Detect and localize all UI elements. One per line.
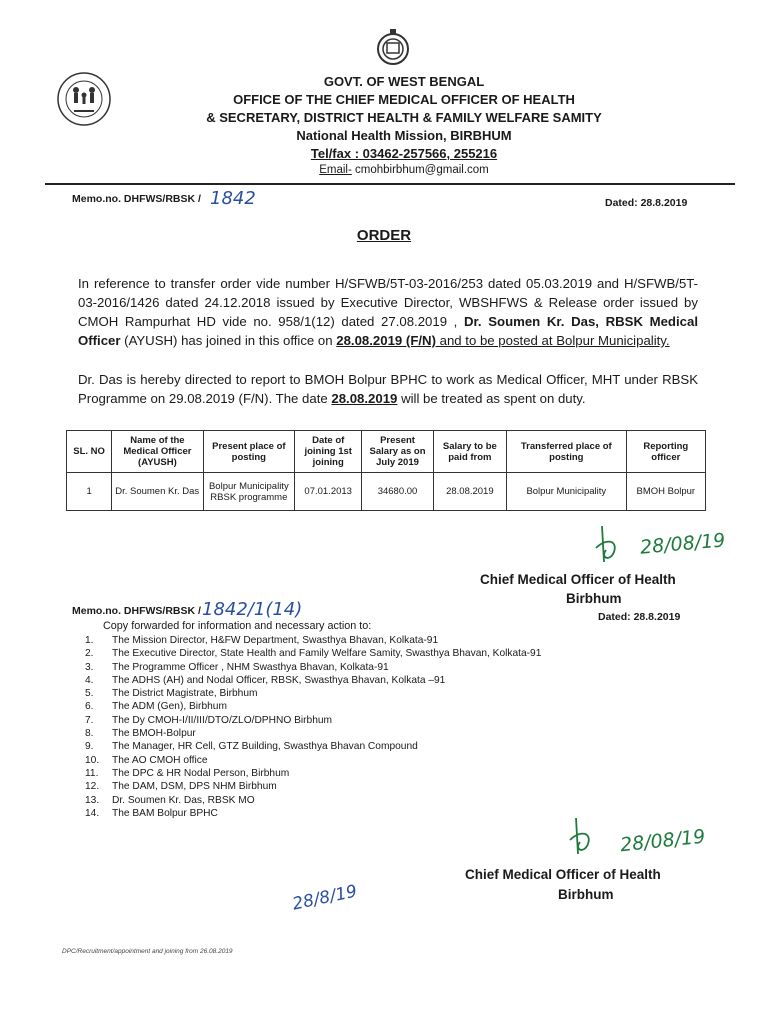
- header-office-line: OFFICE OF THE CHIEF MEDICAL OFFICER OF HEALTH: [233, 92, 575, 107]
- signature-1-title: Chief Medical Officer of Health: [480, 572, 676, 587]
- list-item: [85, 807, 605, 820]
- memo-date: Dated: 28.8.2019: [605, 197, 688, 209]
- list-item-text: The DPC & HR Nodal Person, Birbhum: [112, 767, 290, 779]
- list-item: [85, 634, 605, 647]
- col-header-joining-date: Date of joining 1st joining: [295, 431, 362, 473]
- initial-mark-handwritten: 28/8/19: [290, 881, 359, 915]
- cell-joining-date: 07.01.2013: [295, 473, 362, 511]
- posting-table: [66, 430, 706, 511]
- state-emblem-icon: [370, 26, 416, 68]
- memo-2-label: Memo.no. DHFWS/RBSK /: [72, 605, 201, 617]
- list-item-number: 6.: [85, 701, 94, 713]
- signature-2-title: Chief Medical Officer of Health: [465, 867, 661, 882]
- list-item: [85, 780, 605, 793]
- signature-1-date: 28/08/19: [639, 529, 727, 559]
- list-item: [85, 674, 605, 687]
- list-item-text: Dr. Soumen Kr. Das, RBSK MO: [112, 794, 255, 806]
- list-item-text: The Executive Director, State Health and Family Welfare Samity, Swasthya Bhavan, Kolkata-91: [112, 648, 542, 660]
- list-item: [85, 700, 605, 713]
- col-header-salary: Present Salary as on July 2019: [362, 431, 433, 473]
- table-row: [67, 473, 706, 511]
- list-item-text: The Programme Officer , NHM Swasthya Bhavan, Kolkata-91: [112, 661, 389, 673]
- p1-joining-date: 28.08.2019 (F/N): [336, 333, 436, 348]
- signature-2-place: Birbhum: [558, 887, 614, 902]
- list-item: [85, 661, 605, 674]
- list-item-text: The District Magistrate, Birbhum: [112, 688, 258, 700]
- list-item-number: 8.: [85, 728, 94, 740]
- col-header-sl: SL. NO: [67, 431, 112, 473]
- memo-2-number-handwritten: 1842/1(14): [202, 599, 303, 620]
- list-item: [85, 727, 605, 740]
- memo-label: Memo.no. DHFWS/RBSK /: [72, 193, 201, 205]
- cell-name: Dr. Soumen Kr. Das: [112, 473, 203, 511]
- p1-text-c: and to be posted at Bolpur Municipality.: [435, 333, 670, 348]
- p2-text-a: Dr. Das is hereby directed to report to BMOH Bolpur BPHC to work as Medical Officer, MHT under RBSK Programme on 29.08.2019 (F/N). The date: [78, 372, 698, 406]
- list-item: [85, 754, 605, 767]
- memo-line: [72, 193, 201, 205]
- signature-2-date: 28/08/19: [619, 825, 707, 857]
- memo-2-date: Dated: 28.8.2019: [598, 611, 681, 623]
- header-secretary-line: & SECRETARY, DISTRICT HEALTH & FAMILY WELFARE SAMITY: [206, 110, 602, 125]
- p1-officer-name: Dr. Soumen Kr. Das, RBSK Medical Officer: [78, 314, 698, 348]
- email-link[interactable]: cmohbirbhum@gmail.com: [355, 164, 489, 176]
- cell-sl: 1: [67, 473, 112, 511]
- list-item-text: The ADM (Gen), Birbhum: [112, 701, 227, 713]
- list-item-number: 7.: [85, 714, 94, 726]
- header-govt-line: GOVT. OF WEST BENGAL: [323, 74, 485, 89]
- order-paragraph-1: [78, 274, 698, 350]
- col-header-salary-paid-from: Salary to be paid from: [433, 431, 506, 473]
- col-header-present-posting: Present place of posting: [203, 431, 294, 473]
- list-item-number: 11.: [85, 767, 99, 779]
- header-nhm-line: National Health Mission, BIRBHUM: [296, 128, 512, 143]
- list-item-text: The DAM, DSM, DPS NHM Birbhum: [112, 781, 277, 793]
- p1-text-a: In reference to transfer order vide number H/SFWB/5T-03-2016/253 dated 05.03.2019 and H/SFWB/5T-03-2016/1426 dated 24.12.2018 issued by Executive Director, WBSHFWS & Release order issued by CMOH Rampurhat HD vide no. 958/1(12) dated 27.08.2019 ,: [78, 276, 698, 329]
- list-item-text: The BAM Bolpur BPHC: [112, 807, 218, 819]
- cell-transferred-place: Bolpur Municipality: [507, 473, 627, 511]
- list-item-number: 9.: [85, 741, 94, 753]
- list-item: [85, 740, 605, 753]
- footer-file-path: DPC/Recruitment/appointment and joining from 26.08.2019: [62, 948, 233, 955]
- signature-2-scribble: [566, 812, 626, 862]
- cell-salary: 34680.00: [362, 473, 433, 511]
- header-email-row: [0, 164, 768, 176]
- list-item: [85, 767, 605, 780]
- p2-date: 28.08.2019: [331, 391, 398, 406]
- header-telfax: Tel/fax : 03462-257566, 255216: [310, 146, 498, 161]
- list-item-text: The Mission Director, H&FW Department, Swasthya Bhavan, Kolkata-91: [112, 635, 439, 646]
- copy-to-list: [85, 634, 605, 820]
- col-header-name: Name of the Medical Officer (AYUSH): [112, 431, 203, 473]
- list-item-text: The ADHS (AH) and Nodal Officer, RBSK, Swasthya Bhavan, Kolkata –91: [112, 674, 446, 686]
- list-item-number: 5.: [85, 688, 94, 700]
- order-paragraph-2: [78, 370, 698, 408]
- list-item: [85, 647, 605, 660]
- p2-text-b: will be treated as spent on duty.: [397, 391, 586, 406]
- list-item-number: 10.: [85, 754, 100, 766]
- header-divider: [45, 183, 735, 185]
- order-title: ORDER: [356, 227, 412, 244]
- list-item-text: The AO CMOH office: [112, 754, 208, 766]
- list-item: [85, 794, 605, 807]
- list-item-number: 1.: [85, 635, 94, 646]
- list-item-number: 2.: [85, 648, 94, 660]
- copy-forwarded-intro: Copy forwarded for information and necessary action to:: [103, 620, 372, 632]
- signature-1-place: Birbhum: [566, 591, 622, 606]
- list-item-number: 12.: [85, 781, 100, 793]
- table-header-row: [67, 431, 706, 473]
- list-item: [85, 687, 605, 700]
- list-item-text: The Manager, HR Cell, GTZ Building, Swasthya Bhavan Compound: [112, 741, 418, 753]
- cell-reporting-officer: BMOH Bolpur: [626, 473, 705, 511]
- list-item-number: 14.: [85, 807, 100, 819]
- cell-present-posting: Bolpur Municipality RBSK programme: [203, 473, 294, 511]
- memo-number-handwritten: 1842: [210, 188, 256, 209]
- list-item-number: 4.: [85, 674, 94, 686]
- list-item-text: The Dy CMOH-I/II/III/DTO/ZLO/DPHNO Birbhum: [112, 714, 333, 726]
- list-item: [85, 714, 605, 727]
- p1-text-b: (AYUSH) has joined in this office on: [120, 333, 337, 348]
- email-label: Email-: [319, 164, 352, 176]
- list-item-text: The BMOH-Bolpur: [112, 728, 196, 740]
- col-header-reporting-officer: Reporting officer: [626, 431, 705, 473]
- cell-salary-paid-from: 28.08.2019: [433, 473, 506, 511]
- col-header-transferred-place: Transferred place of posting: [507, 431, 627, 473]
- list-item-number: 3.: [85, 661, 94, 673]
- list-item-number: 13.: [85, 794, 100, 806]
